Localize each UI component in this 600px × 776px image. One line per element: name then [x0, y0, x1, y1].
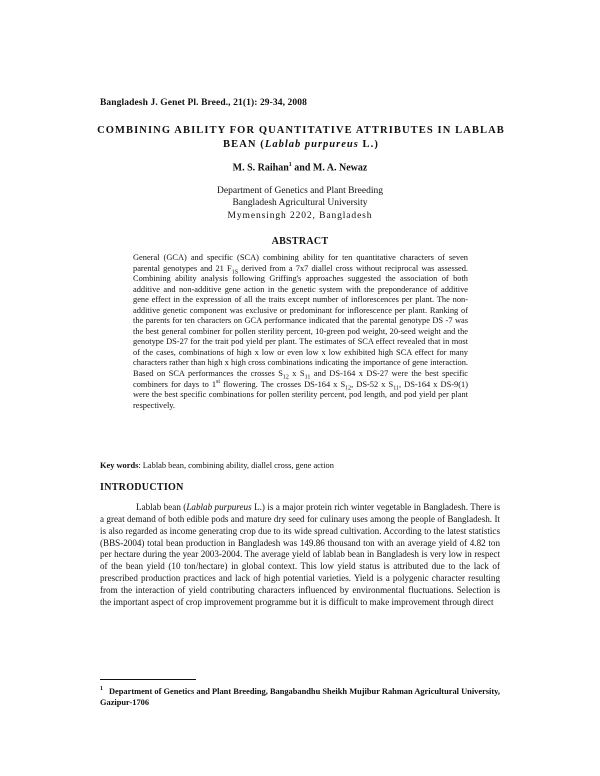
abstract-superscript: st — [216, 378, 221, 385]
introduction-heading: INTRODUCTION — [100, 482, 184, 493]
journal-citation: Bangladesh J. Genet Pl. Breed., 21(1): 29-34, 2008 — [100, 98, 307, 108]
abstract-subscript: 12 — [282, 374, 289, 381]
abstract-part: flowering. The crosses DS-164 x S — [220, 379, 346, 389]
abstract-part: , DS-52 x S — [351, 379, 394, 389]
affiliation-department: Department of Genetics and Plant Breeding — [217, 186, 383, 196]
abstract-subscript: 12 — [345, 385, 352, 392]
author-1-footnote-mark: 1 — [288, 162, 292, 168]
abstract-heading: ABSTRACT — [271, 236, 329, 247]
footnote-divider — [100, 679, 196, 680]
abstract-subscript: 11 — [304, 374, 311, 381]
abstract-part: , DS-164 x DS-9(1) were the best specific combinations for pollen sterility percent, pod length, and pod yield per plant respectively. — [133, 379, 468, 410]
footnote-text: Department of Genetics and Plant Breeding, Bangabandhu Sheikh Mujibur Rahman Agricultural University, Gazipur-1706 — [100, 686, 500, 707]
abstract-subscript: 11 — [393, 385, 399, 392]
author-1: M. S. Raihan — [232, 162, 289, 174]
abstract-text — [133, 253, 468, 411]
paper-title: COMBINING ABILITY FOR QUANTITATIVE ATTRIBUTES IN LABLAB BEAN (Lablab purpureus L.) — [97, 125, 505, 150]
keywords-label: Key words — [100, 461, 139, 470]
author-line — [0, 162, 600, 173]
affiliation — [0, 185, 600, 222]
introduction-body — [100, 502, 500, 609]
affiliation-university: Bangladesh Agricultural University — [232, 198, 368, 209]
title-main: COMBINING ABILITY FOR QUANTITATIVE ATTRIBUTES IN LABLAB BEAN — [97, 125, 505, 150]
abstract-part: General (GCA) and specific (SCA) combining ability for ten quantitative characters of seven parental genotypes and 21 F — [133, 253, 468, 273]
affiliation-city: Mymensingh 2202, Bangladesh — [227, 210, 373, 221]
footnote-mark: 1 — [100, 686, 103, 692]
abstract-part: derived from a 7x7 diallel cross without reciprocal was assessed. Combining ability analysis following Griffing's approaches suggested the association of both additive and non-additive gene action in the genetic system with the preponderance of additive gene effect in the expression of all the traits except number of inflorescences per plant. The non-additive genetic component was exclusive or predominant for inflorescence per plant. Ranking of the parents for ten characters on GCA performance indicated that the parental genotype DS -7 was the best general combiner for pollen sterility percent, 10-green pod weight, 20-seed weight and the genotype DS-27 for the trait pod yield per plant. The estimates of SCA effect revealed that in most of the cases, combinations of high x low or even low x low exhibited high SCA effect for many characters rather than high x high cross combinations indicating the importance of gene interaction. Based on SCA performances the crosses S — [133, 263, 468, 379]
intro-lead: Lablab bean ( — [136, 502, 187, 512]
abstract-subscript: 1S — [231, 269, 239, 276]
title-suffix: L.) — [362, 138, 379, 150]
keywords — [100, 461, 500, 470]
intro-text: L.) is a major protein rich winter vegetable in Bangladesh. There is a great demand of both edible pods and mature dry seed for culinary uses among the people of Bangladesh. It is also regarded as income generating crop due to its wide spread cultivation. According to the latest statistics (BBS-2004) total bean production in Bangladesh was 149.86 thousand ton with an average yield of 4.82 ton per hectare during the year 2003-2004. The average yield of lablab bean in Bangladesh is very low in respect of the bean yield (10 ton/hectare) in global context. This low yield status is attributed due to the lack of prescribed production practices and lack of high potential varieties. Yield is a polygenic character resulting from the interaction of yield contributing characters influenced by environmental fluctuations. Selection is the important aspect of crop improvement programme but it is difficult to make improvement through direct — [100, 502, 500, 607]
footnote — [100, 684, 500, 708]
intro-species: Lablab purpureus — [186, 502, 252, 512]
introduction-paragraph — [100, 502, 500, 609]
abstract-part: and DS-164 x DS-27 were the best specific combiners for days to 1 — [133, 369, 468, 389]
keywords-text: : Lablab bean, combining ability, diallel cross, gene action — [138, 461, 334, 470]
title-species: Lablab purpureus — [264, 138, 359, 150]
abstract-part: x S — [288, 369, 305, 379]
author-2: and M. A. Newaz — [294, 162, 368, 174]
